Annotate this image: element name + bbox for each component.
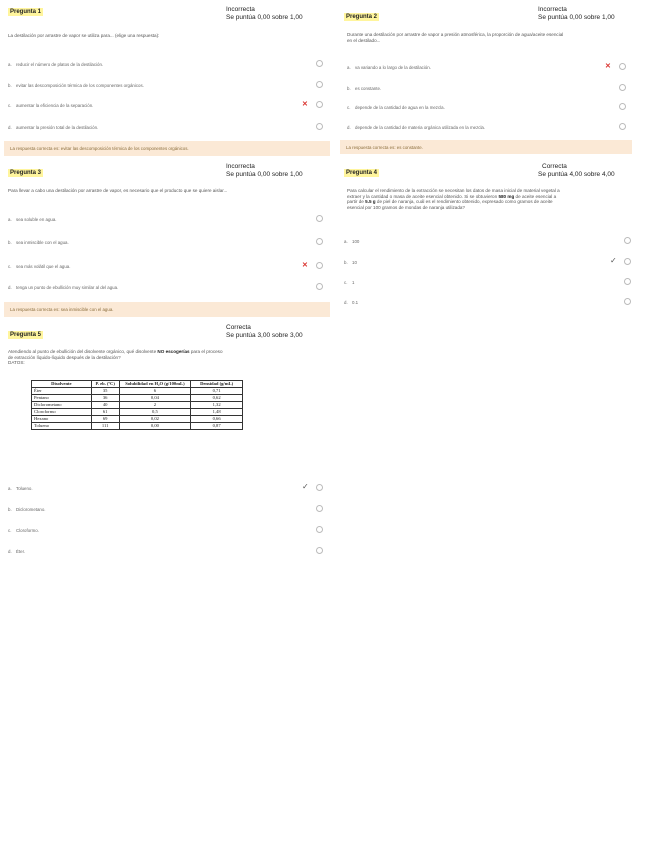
table-cell: 0,62	[191, 395, 243, 402]
table-cell: 111	[91, 423, 119, 430]
text-bold: 580 mg	[498, 193, 515, 199]
table-cell: 0,04	[119, 395, 191, 402]
option-letter: c.	[347, 104, 351, 110]
option-letter: d.	[8, 284, 12, 290]
question-1-score: Se puntúa 0,00 sobre 1,00	[226, 13, 303, 21]
question-2-badge: Pregunta 2	[346, 14, 378, 20]
table-row	[32, 395, 243, 402]
option-text: tenga un punto de ebullición muy similar al del agua.	[16, 284, 119, 290]
option-letter: c.	[8, 263, 12, 269]
question-3-status	[226, 163, 303, 178]
option-letter: c.	[8, 527, 12, 533]
radio-button[interactable]	[316, 283, 323, 290]
radio-button[interactable]	[624, 278, 631, 285]
q1-option-d[interactable]	[8, 120, 328, 134]
option-letter: c.	[344, 279, 348, 285]
question-5-badge: Pregunta 5	[10, 332, 42, 338]
radio-button[interactable]	[316, 238, 323, 245]
option-text: sea inmiscible con el agua.	[16, 239, 69, 245]
wrong-mark-icon: ✕	[302, 101, 308, 108]
q3-option-d[interactable]	[8, 280, 328, 294]
radio-button[interactable]	[619, 103, 626, 110]
radio-button[interactable]	[624, 298, 631, 305]
option-letter: a.	[8, 61, 12, 67]
question-5-result: Correcta	[226, 324, 251, 331]
option-text: 0.1	[352, 299, 359, 305]
option-letter: a.	[8, 216, 12, 222]
question-2-text-line-2: en el destilado...	[347, 38, 381, 43]
question-4-result: Correcta	[542, 163, 567, 170]
text-segment: extraer y la cantidad o masa de aceite esencial obtenido. Si se obtuvieron	[347, 193, 499, 199]
q3-option-a[interactable]	[8, 212, 328, 226]
option-letter: a.	[347, 64, 351, 70]
radio-button[interactable]	[316, 60, 323, 67]
option-letter: b.	[347, 85, 351, 91]
question-4-text-line-4: esencial por 100 gramos de mondas de naranja utilizada?	[347, 204, 465, 210]
q1-option-a[interactable]	[8, 57, 328, 71]
option-text: sea soluble en agua.	[16, 216, 57, 222]
text-segment: partir de	[347, 199, 366, 204]
radio-button[interactable]	[624, 258, 631, 265]
option-text: reducir el número de platos de la destilación.	[16, 61, 104, 67]
table-cell: 69	[91, 416, 119, 423]
table-cell: Diclorometano	[32, 402, 92, 409]
table-cell: 40	[91, 402, 119, 409]
table-cell: 0,71	[191, 388, 243, 395]
wrong-mark-icon: ✕	[302, 262, 308, 269]
table-header-row	[32, 381, 243, 388]
wrong-mark-icon: ✕	[605, 63, 611, 70]
question-3-card	[4, 160, 330, 320]
question-5-score: Se puntúa 3,00 sobre 3,00	[226, 331, 303, 339]
q1-option-c[interactable]	[8, 98, 328, 112]
solvent-data-table	[31, 380, 243, 430]
question-5-card	[4, 322, 330, 562]
table-row	[32, 388, 243, 395]
radio-button[interactable]	[316, 547, 323, 554]
question-4-score: Se puntúa 4,00 sobre 4,00	[538, 170, 615, 178]
q3-option-c[interactable]	[8, 259, 328, 273]
option-letter: d.	[8, 124, 12, 130]
q2-option-b[interactable]	[347, 81, 631, 95]
radio-button[interactable]	[624, 237, 631, 244]
question-5-status	[226, 324, 303, 339]
question-4-badge: Pregunta 4	[346, 170, 378, 176]
q5-option-c[interactable]	[8, 523, 328, 537]
question-3-badge: Pregunta 3	[10, 170, 42, 176]
table-row	[32, 409, 243, 416]
option-text: Tolueno.	[16, 485, 33, 491]
question-5-text	[8, 349, 328, 366]
table-row	[32, 416, 243, 423]
table-row	[32, 423, 243, 430]
question-4-status	[538, 163, 615, 178]
question-2-score: Se puntúa 0,00 sobre 1,00	[538, 13, 615, 21]
option-text: Éter.	[16, 548, 26, 554]
option-letter: b.	[8, 506, 12, 512]
radio-button[interactable]	[316, 215, 323, 222]
table-header: Solubilidad en H₂O (g/100mL)	[119, 381, 191, 388]
question-3-text: Para llevar a cabo una destilación por arrastre de vapor, es necesario que el producto que se quiere aislar...	[8, 188, 228, 193]
question-1-status	[226, 6, 303, 21]
option-letter: a.	[344, 238, 348, 244]
q4-option-d[interactable]	[344, 295, 632, 309]
option-text: va variando a lo largo de la destilación.	[355, 64, 431, 70]
q1-option-b[interactable]	[8, 78, 328, 92]
text-segment: para el proceso	[189, 349, 223, 354]
question-1-text: La destilación por arrastre de vapor se utiliza para... (elige una respuesta):	[8, 33, 160, 38]
table-cell: 61	[91, 409, 119, 416]
table-row	[32, 402, 243, 409]
question-4-card	[340, 160, 632, 320]
radio-button[interactable]	[316, 262, 323, 269]
option-text: 100	[352, 238, 360, 244]
table-cell: 0,66	[191, 416, 243, 423]
table-cell: 6	[119, 388, 191, 395]
check-mark-icon: ✓	[610, 256, 617, 265]
check-mark-icon: ✓	[302, 482, 309, 491]
table-cell: 0,87	[191, 423, 243, 430]
q2-option-c[interactable]	[347, 100, 631, 114]
q4-option-c[interactable]	[344, 275, 632, 289]
radio-button[interactable]	[316, 81, 323, 88]
option-text: 1	[352, 279, 355, 285]
question-5-text-line-3: DATOS:	[8, 360, 25, 365]
q5-option-d[interactable]	[8, 544, 328, 558]
q2-option-d[interactable]	[347, 120, 631, 134]
table-cell: 2	[119, 402, 191, 409]
q5-option-b[interactable]	[8, 502, 328, 516]
option-letter: d.	[347, 124, 351, 130]
option-letter: b.	[8, 82, 12, 88]
option-text: depende de la cantidad de agua en la mezcla.	[355, 104, 445, 110]
table-header: Densidad (g/mL)	[191, 381, 243, 388]
question-1-badge: Pregunta 1	[10, 9, 42, 15]
text-bold: NO escogerías	[157, 349, 190, 354]
q4-option-b[interactable]	[344, 255, 632, 269]
question-1-result: Incorrecta	[226, 6, 255, 13]
question-3-score: Se puntúa 0,00 sobre 1,00	[226, 170, 303, 178]
table-cell: 0,02	[119, 416, 191, 423]
question-3-result: Incorrecta	[226, 163, 255, 170]
q2-option-a[interactable]	[347, 60, 631, 74]
table-cell: Pentano	[32, 395, 92, 402]
question-4-text	[347, 188, 631, 210]
text-segment: Atendiendo al punto de ebullición del disolvente orgánico, qué disolvente	[8, 349, 158, 354]
option-text: 10	[352, 259, 357, 265]
table-header: Disolvente	[32, 381, 92, 388]
radio-button[interactable]	[316, 505, 323, 512]
option-text: Cloroformo.	[16, 527, 39, 533]
question-2-status	[538, 6, 615, 21]
question-2-correct-answer: La respuesta correcta es: es constante.	[340, 140, 632, 154]
option-letter: b.	[8, 239, 12, 245]
question-5-text-line-2: de extracción líquido-líquido después de la destilación?	[8, 354, 121, 360]
radio-button[interactable]	[619, 84, 626, 91]
option-text: aumentar la presión total de la destilación.	[16, 124, 99, 130]
q5-option-a[interactable]	[8, 481, 328, 495]
option-letter: c.	[8, 102, 12, 108]
option-letter: d.	[8, 548, 12, 554]
table-cell: 0,00	[119, 423, 191, 430]
table-cell: 35	[91, 388, 119, 395]
table-header: P. eb. (ºC)	[91, 381, 119, 388]
option-text: Diclorometano.	[16, 506, 46, 512]
option-text: es constante.	[355, 85, 382, 91]
table-cell: Tolueno	[32, 423, 92, 430]
radio-button[interactable]	[619, 63, 626, 70]
table-cell: Éter	[32, 388, 92, 395]
table-cell: Hexano	[32, 416, 92, 423]
text-segment: de aceite esencial a	[514, 193, 557, 199]
question-2-result: Incorrecta	[538, 6, 567, 13]
option-text: evitar las descomposición térmica de los componentes orgánicos.	[16, 82, 144, 88]
table-cell: 1,32	[191, 402, 243, 409]
question-2-card	[340, 4, 632, 156]
option-letter: d.	[344, 299, 348, 305]
q3-option-b[interactable]	[8, 235, 328, 249]
option-letter: b.	[344, 259, 348, 265]
option-letter: a.	[8, 485, 12, 491]
table-cell: 0,5	[119, 409, 191, 416]
option-text: depende de la cantidad de materia orgánica utilizada en la mezcla.	[355, 124, 486, 130]
radio-button[interactable]	[619, 123, 626, 130]
table-cell: Cloroformo	[32, 409, 92, 416]
text-segment: de piel de naranja, cuál es el rendimiento obtenido, expresado como gramos de aceite	[375, 199, 553, 204]
text-bold: 5.5 g	[365, 199, 376, 204]
radio-button[interactable]	[316, 484, 323, 491]
radio-button[interactable]	[316, 123, 323, 130]
question-3-correct-answer: La respuesta correcta es: sea inmiscible con el agua.	[4, 302, 330, 317]
question-1-card	[4, 4, 330, 156]
question-1-correct-answer: La respuesta correcta es: evitar las descomposición térmica de los componentes orgánicos.	[4, 141, 330, 156]
q4-option-a[interactable]	[344, 234, 632, 248]
table-cell: 36	[91, 395, 119, 402]
option-text: sea más volátil que el agua.	[16, 263, 71, 269]
radio-button[interactable]	[316, 101, 323, 108]
radio-button[interactable]	[316, 526, 323, 533]
question-4-text-line-1: Para calcular el rendimiento de la extracción se necesitan los datos de masa inicial de material vegetal a	[347, 188, 560, 193]
question-2-text-line-1: Durante una destilación por arrastre de vapor a presión atmosférica, la proporción de agua/aceite esencial	[347, 32, 564, 37]
question-2-text	[347, 32, 631, 44]
option-text: aumentar la eficiencia de la separación.	[16, 102, 94, 108]
table-cell: 1,48	[191, 409, 243, 416]
